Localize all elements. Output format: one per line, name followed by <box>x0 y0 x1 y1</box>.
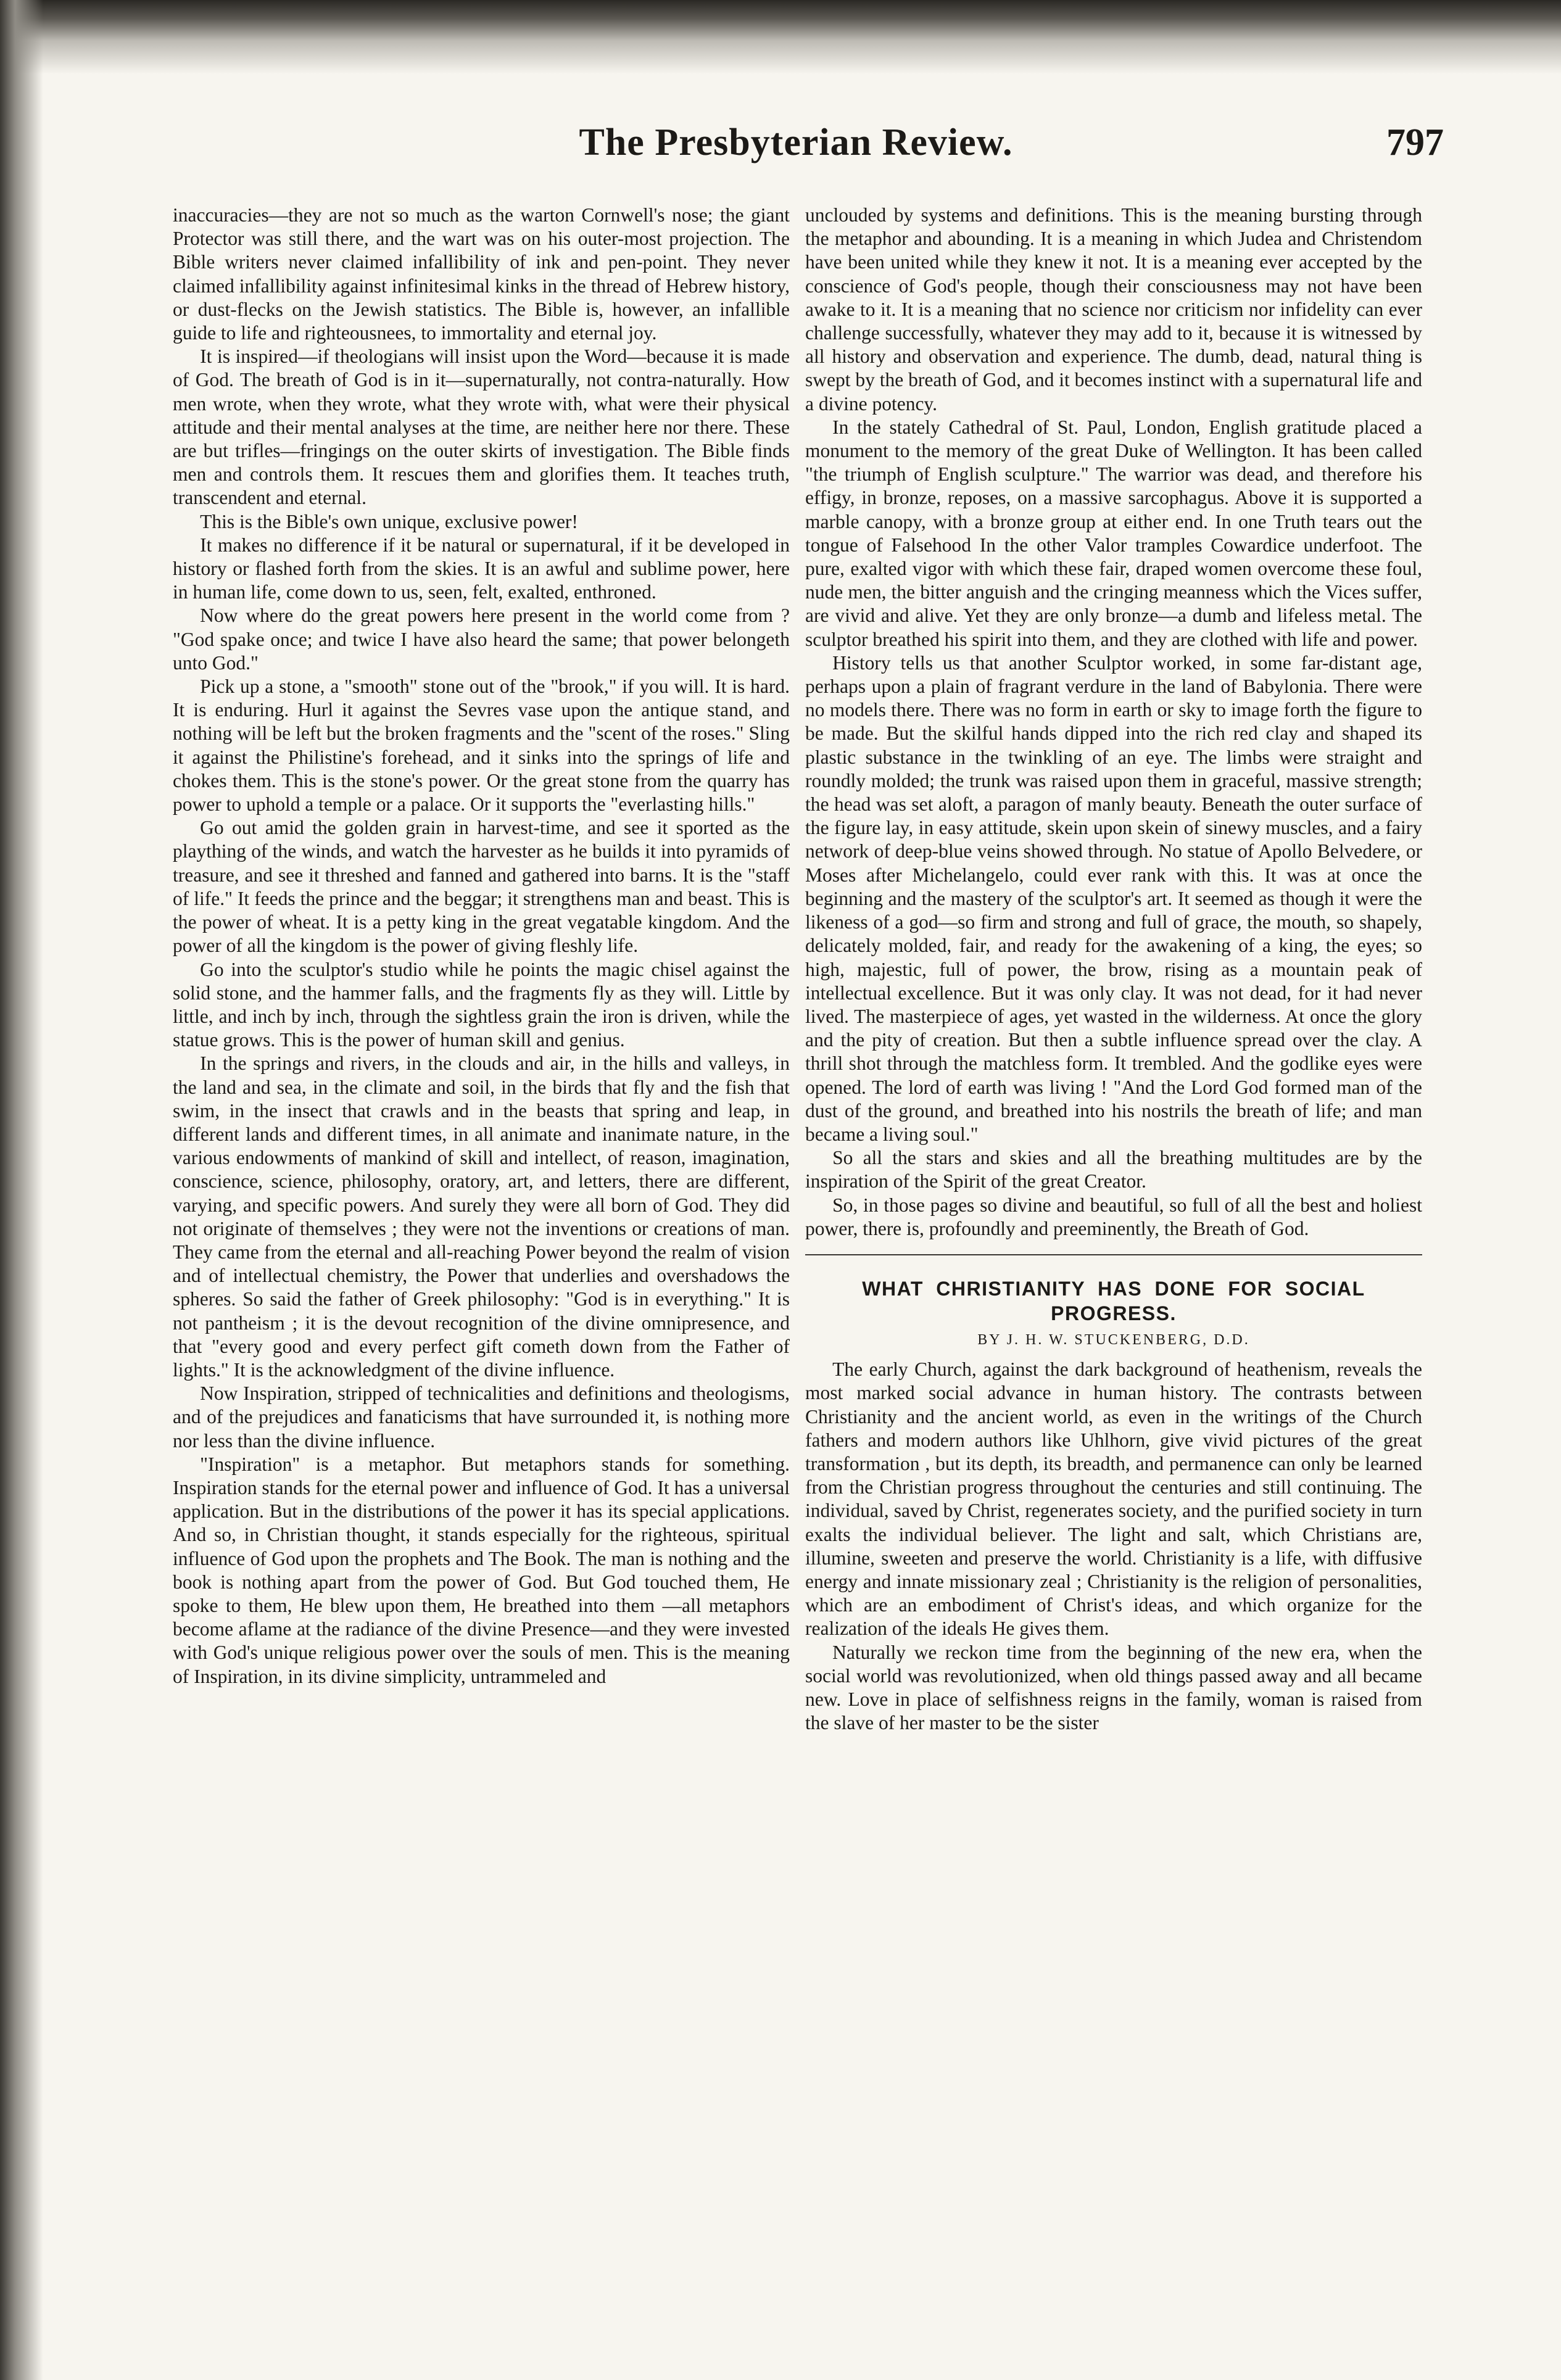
paragraph: In the springs and rivers, in the clouds and air, in the hills and valleys, in the land and sea, in the climate and soil, in the birds that fly and the fish that swim, in the insect that crawls and in the beasts that spring and leap, in different lands and different times, in all animate and inanimate nature, in the various endowments of mankind of skill and intellect, of reason, imagination, conscience, science, philosophy, oratory, art, and letters, there are different, varying, and specific powers. And surely they were all born of God. They did not originate of themselves ; they were not the inventions or creations of man. They came from the eternal and all-reaching Power beyond the realm of vision and of intellectual chemistry, the Power that underlies and overshadows the spheres. So said the father of Greek philosophy: "God is in everything." It is not pantheism ; it is the devout recognition of the divine omnipresence, and that "every good and every perfect gift cometh down from the Father of lights." It is the acknowledgment of the divine influence. <box>173 1052 790 1381</box>
paragraph: It is inspired—if theologians will insist upon the Word—because it is made of God. The breath of God is in it—supernaturally, not contra-naturally. How men wrote, when they wrote, what they wrote with, what were their physical attitude and their mental analyses at the time, are neither here nor there. These are but trifles—fringings on the outer skirts of investigation. The Bible finds men and controls them. It rescues them and glorifies them. It teaches truth, transcendent and eternal. <box>173 345 790 509</box>
paragraph: The early Church, against the dark background of heathenism, reveals the most marked social advance in human history. The contrasts between Christianity and the ancient world, as even in the writings of the Church fathers and modern authors like Uhlhorn, give vivid pictures of the great transformation , but its depth, its breadth, and permanence can only be learned from the Christian progress throughout the centuries and still continuing. The individual, saved by Christ, regenerates society, and the purified society in turn exalts the individual believer. The light and salt, which Christians are, illumine, sweeten and preserve the world. Christianity is a life, with diffusive energy and innate missionary zeal ; Christianity is the religion of personalities, which are an embodiment of Christ's ideas, and which organize for the realization of the ideals He gives them. <box>805 1358 1422 1640</box>
paragraph: This is the Bible's own unique, exclusive power! <box>200 510 578 532</box>
left-column <box>173 204 790 1688</box>
paragraph: History tells us that another Sculptor worked, in some far-distant age, perhaps upon a plain of fragrant verdure in the land of Babylonia. There were no models there. There was no form in earth or sky to image forth the figure to be made. But the skilful hands dipped into the rich red clay and shaped its plastic substance in the twinkling of an eye. The limbs were straight and roundly molded; the trunk was raised upon them in graceful, massive strength; the head was set aloft, a paragon of manly beauty. Beneath the outer surface of the figure lay, in easy attitude, skein upon skein of sinewy muscles, and a fairy network of deep-blue veins showed through. No statue of Apollo Belvedere, or Moses after Michelangelo, could ever rank with this. It was at once the beginning and the mastery of the sculptor's art. It seemed as though it were the likeness of a god—so firm and strong and full of grace, the mouth, so shapely, delicately molded, fair, and ready for the awakening of a king, the eyes; so high, majestic, full of power, the brow, rising as a mountain peak of intellectual excellence. But it was only clay. It was not dead, for it had never lived. The masterpiece of ages, yet wasted in the wilderness. At once the glory and the pity of creation. But then a subtle influence spread over the clay. A thrill shot through the matchless form. It trembled. And the godlike eyes were opened. The lord of earth was living ! "And the Lord God formed man of the dust of the ground, and breathed into his nostrils the breath of life; and man became a living soul." <box>805 651 1422 1145</box>
paragraph: Pick up a stone, a "smooth" stone out of the "brook," if you will. It is hard. It is enduring. Hurl it against the Sevres vase upon the antique stand, and nothing will be left but the broken fragments and the "scent of the roses." Sling it against the Philistine's forehead, and it sinks into the springs of life and chokes them. This is the stone's power. Or the great stone from the quarry has power to uphold a temple or a palace. Or it supports the "everlasting hills." <box>173 676 790 816</box>
paragraph: So all the stars and skies and all the breathing multitudes are by the inspiration of the Spirit of the great Creator. <box>805 1147 1422 1192</box>
paragraph: Now where do the great powers here present in the world come from ? "God spake once; and twice I have also heard the same; that power belongeth unto God." <box>173 605 790 674</box>
paragraph: So, in those pages so divine and beautiful, so full of all the best and holiest power, there is, profoundly and preeminently, the Breath of God. <box>805 1194 1422 1239</box>
page-header <box>148 121 1444 176</box>
paragraph: Naturally we reckon time from the beginning of the new era, when the social world was revolutionized, when old things passed away and all became new. Love in place of selfishness reigns in the family, woman is raised from the slave of her master to be the sister <box>805 1641 1422 1734</box>
paragraph: inaccuracies—they are not so much as the warton Cornwell's nose; the giant Protector was still there, and the wart was on his outer-most projection. The Bible writers never claimed infallibility of ink and pen-point. They never claimed infallibility against infinitesimal kinks in the thread of Hebrew history, or dust-flecks on the Jewish statistics. The Bible is, however, an infallible guide to life and righteousnees, to immortality and eternal joy. <box>173 204 790 344</box>
paragraph: Go out amid the golden grain in harvest-time, and see it sported as the plaything of the winds, and watch the harvester as he builds it into pyramids of treasure, and see it threshed and fanned and gathered into barns. It is the "staff of life." It feeds the prince and the beggar; it strengthens man and beast. This is the power of wheat. It is a petty king in the great vegatable kingdom. And the power of all the kingdom is the power of giving fleshly life. <box>173 817 790 957</box>
running-title: The Presbyterian Review. <box>579 122 1013 163</box>
article-heading: WHAT CHRISTIANITY HAS DONE FOR SOCIAL PROGRESS. <box>862 1277 1365 1324</box>
scan-shadow-top <box>0 0 1561 74</box>
paragraph: Now Inspiration, stripped of technicalities and definitions and theologisms, and of the prejudices and fanaticisms that have surrounded it, is nothing more nor less than the divine influence. <box>173 1382 790 1452</box>
right-column <box>805 204 1422 1735</box>
page-number: 797 <box>1386 122 1444 163</box>
paragraph: unclouded by systems and definitions. This is the meaning bursting through the metaphor and abounding. It is a meaning in which Judea and Christendom have been united while they knew it not. It is a meaning ever accepted by the conscience of God's people, though their consciousness may not have been awake to it. It is a meaning that no science nor criticism nor infidelity can ever challenge successfully, whatever they may add to it, because it is witnessed by all history and observation and experience. The dumb, dead, natural thing is swept by the breath of God, and it becomes instinct with a supernatural life and a divine potency. <box>805 204 1422 415</box>
article-byline: BY J. H. W. STUCKENBERG, D.D. <box>977 1331 1250 1348</box>
paragraph: In the stately Cathedral of St. Paul, London, English gratitude placed a monument to the memory of the great Duke of Wellington. It has been called "the triumph of English sculpture." The warrior was dead, and therefore his effigy, in bronze, reposes, on a massive sarcophagus. Above it is supported a marble canopy, with a bronze group at either end. In one Truth tears out the tongue of Falsehood In the other Valor tramples Cowardice underfoot. The pure, exalted vigor with which these fair, draped women overcome these foul, nude men, the bitter anguish and the cringing meanness which the Vices suffer, are vivid and alive. Yet they are only bronze—a dumb and lifeless metal. The sculptor breathed his spirit into them, and they are clothed with life and power. <box>805 416 1422 650</box>
paragraph: It makes no difference if it be natural or supernatural, if it be developed in history or flashed forth from the skies. It is an awful and sublime power, here in human life, come down to us, seen, felt, exalted, enthroned. <box>173 534 790 603</box>
paragraph: "Inspiration" is a metaphor. But metaphors stands for something. Inspiration stands for the eternal power and influence of God. It has a universal application. But in the distributions of the power it has its special applications. And so, in Christian thought, it stands especially for the righteous, spiritual influence of God upon the prophets and The Book. The man is nothing and the book is nothing apart from the power of God. But God touched them, He spoke to them, He blew upon them, He breathed into them —all metaphors become aflame at the radiance of the divine Presence—and they were invested with God's unique religious power over the souls of men. This is the meaning of Inspiration, in its divine simplicity, untrammeled and <box>173 1453 790 1687</box>
paragraph: Go into the sculptor's studio while he points the magic chisel against the solid stone, and the hammer falls, and the fragments fly as they will. Little by little, and inch by inch, through the sightless grain the iron is driven, while the statue grows. This is the power of human skill and genius. <box>173 958 790 1051</box>
section-divider <box>805 1254 1422 1255</box>
scan-shadow-left <box>0 0 43 2380</box>
